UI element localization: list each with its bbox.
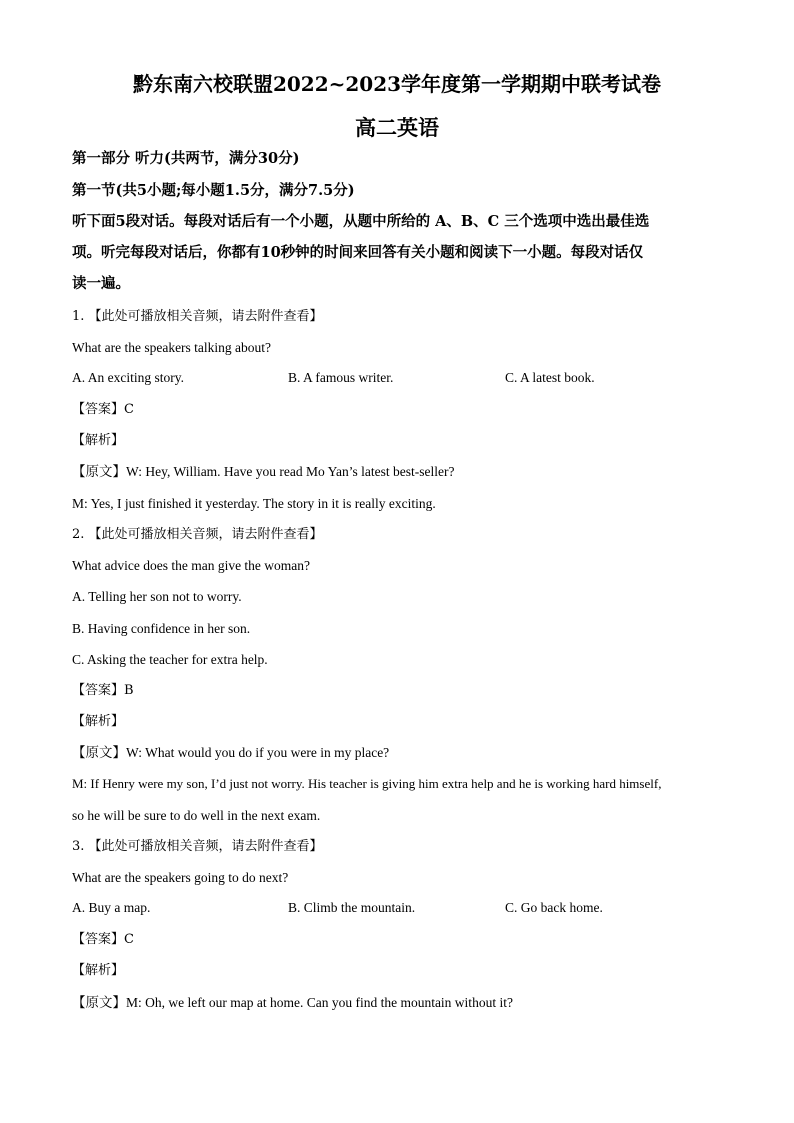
exam-title: 黔东南六校联盟2022~2023学年度第一学期期中联考试卷 — [132, 72, 662, 96]
answer-label: 【答案】C — [72, 402, 134, 417]
transcript-line: 【原文】M: Oh, we left our map at home. Can you find the mountain without it? — [72, 995, 513, 1010]
answer-label: 【答案】C — [72, 932, 134, 947]
part-heading: 第一部分 听力(共两节，满分30分) — [72, 150, 300, 167]
question-text: What are the speakers talking about? — [72, 340, 272, 355]
transcript-line: 【原文】W: What would you do if you were in my place? — [72, 745, 390, 760]
option-c: C. Asking the teacher for extra help. — [72, 652, 268, 667]
question-text: What are the speakers going to do next? — [72, 870, 289, 885]
analysis-label: 【解析】 — [72, 714, 125, 729]
instruction-line: 读一遍。 — [72, 275, 130, 292]
transcript-line: M: Yes, I just finished it yesterday. The story in it is really exciting. — [72, 496, 436, 511]
transcript-line: so he will be sure to do well in the next exam. — [72, 808, 321, 823]
exam-subtitle: 高二英语 — [355, 115, 439, 140]
analysis-label: 【解析】 — [72, 433, 125, 448]
answer-label: 【答案】B — [72, 683, 134, 698]
question-audio-header[interactable]: 1. 【此处可播放相关音频，请去附件查看】 — [72, 309, 323, 324]
option-b: B. A famous writer. — [288, 370, 394, 385]
option-a: A. Buy a map. — [72, 900, 151, 915]
option-b: B. Climb the mountain. — [288, 900, 416, 915]
option-a: A. An exciting story. — [72, 370, 184, 385]
option-a: A. Telling her son not to worry. — [72, 589, 242, 604]
option-b: B. Having confidence in her son. — [72, 621, 251, 636]
section-heading: 第一节(共5小题;每小题1.5分，满分7.5分) — [72, 182, 355, 199]
instruction-line: 听下面5段对话。每段对话后有一个小题，从题中所给的 A、B、C 三个选项中选出最佳选 — [72, 213, 650, 230]
transcript-line: 【原文】W: Hey, William. Have you read Mo Yan’s latest best-seller? — [72, 464, 455, 479]
transcript-line: M: If Henry were my son, I’d just not worry. His teacher is giving him extra help and he is working hard himself, — [72, 776, 662, 791]
analysis-label: 【解析】 — [72, 963, 125, 978]
option-c: C. A latest book. — [505, 370, 595, 385]
question-text: What advice does the man give the woman? — [72, 558, 311, 573]
instruction-line: 项。听完每段对话后，你都有10秒钟的时间来回答有关小题和阅读下一小题。每段对话仅 — [72, 244, 644, 261]
question-audio-header[interactable]: 2. 【此处可播放相关音频，请去附件查看】 — [72, 527, 323, 542]
option-c: C. Go back home. — [505, 900, 603, 915]
question-audio-header[interactable]: 3. 【此处可播放相关音频，请去附件查看】 — [72, 839, 323, 854]
